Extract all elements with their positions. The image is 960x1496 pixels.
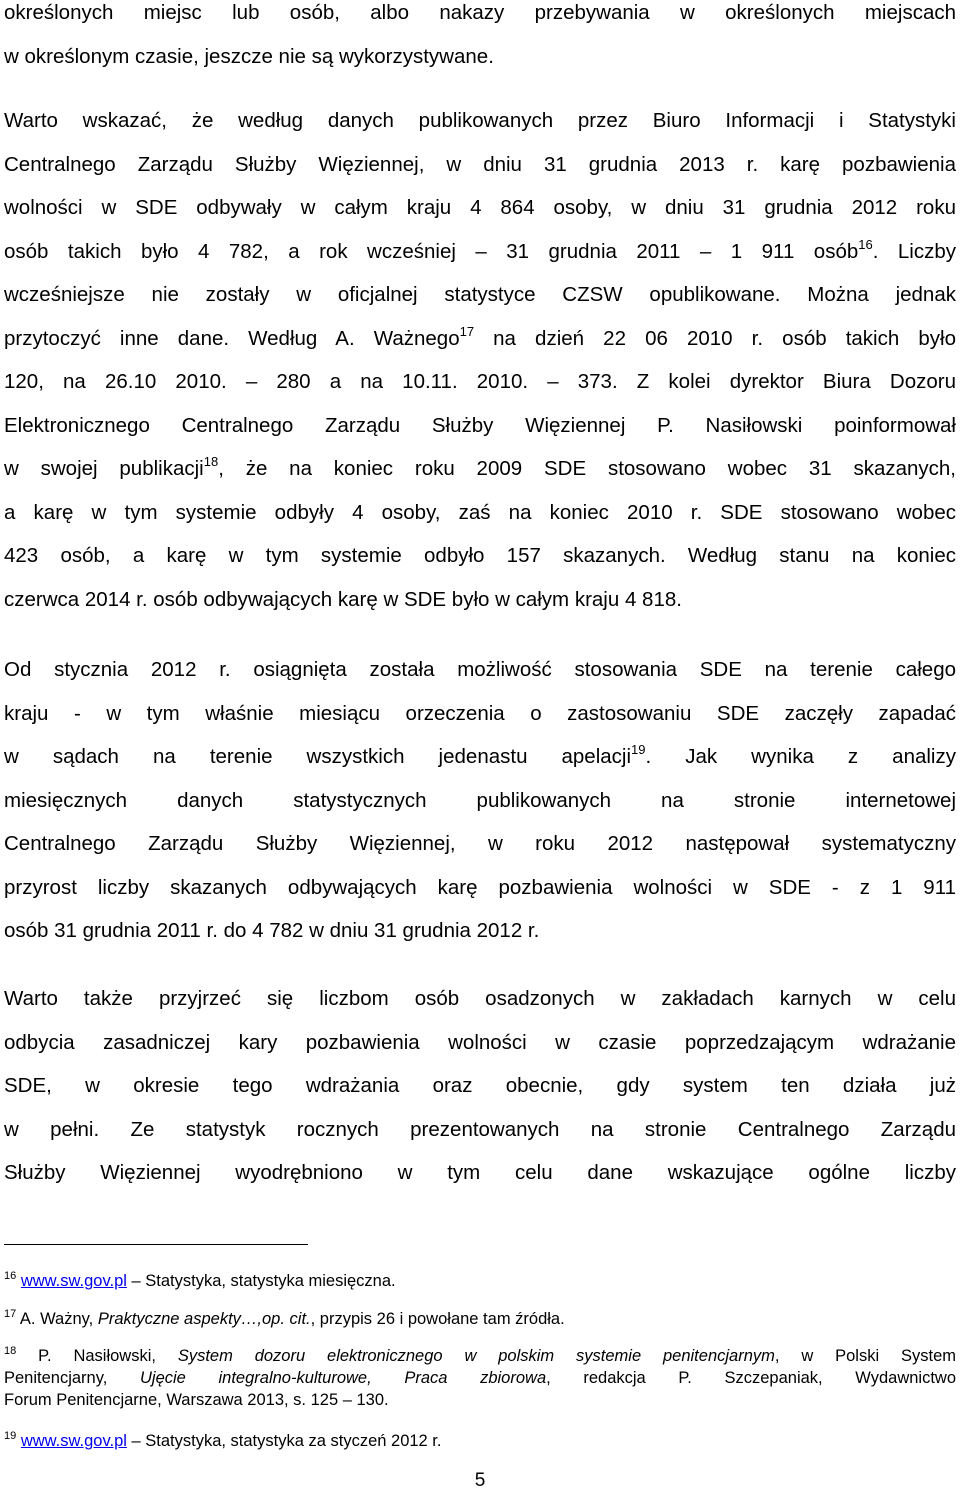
footnote-ref-17[interactable]: 17: [459, 323, 475, 339]
footnote-text: P. Nasiłowski,: [16, 1347, 178, 1365]
text-line: Warto także przyjrzeć się liczbom osób osadzonych w zakładach karnych w celu: [4, 987, 956, 1010]
footnote-19: [4, 1430, 956, 1452]
footnote-line: [4, 1345, 956, 1367]
text-line: [4, 447, 956, 491]
text-segment: w swojej publikacji: [4, 457, 204, 480]
text-segment: przytoczyć inne dane. Według A. Ważnego: [4, 326, 460, 350]
text-line: kraju - w tym właśnie miesiącu orzeczenia o zastosowaniu SDE zaczęły zapadać: [4, 701, 956, 725]
text-line: [4, 735, 956, 779]
footnote-text: – Statystyka, statystyka za styczeń 2012 r.: [126, 1432, 442, 1450]
text-line: [4, 317, 956, 361]
footnote-number: 19: [4, 1430, 17, 1442]
text-line: Warto wskazać, że według danych publikowanych przez Biuro Informacji i Statystyki: [4, 109, 956, 132]
footnote-italic: Praktyczne aspekty…,op. cit.: [97, 1310, 311, 1328]
footnote-16: [4, 1270, 956, 1292]
footnote-17: [4, 1308, 956, 1330]
footnote-line: [4, 1367, 956, 1389]
text-line: osób 31 grudnia 2011 r. do 4 782 w dniu 31 grudnia 2012 r.: [4, 919, 540, 942]
footnote-link[interactable]: www.sw.gov.pl: [20, 1272, 127, 1290]
text-segment: osób takich było 4 782, a rok wcześniej – 31 grudnia 2011 – 1 911 osób: [4, 239, 859, 263]
text-line: wcześniejsze nie zostały w oficjalnej statystyce CZSW opublikowane. Można jednak: [4, 283, 956, 306]
footnote-ref-16[interactable]: 16: [858, 236, 873, 252]
footnote-number: 16: [4, 1270, 17, 1282]
paragraph-2: [4, 99, 956, 621]
text-line: w pełni. Ze statystyk rocznych prezentowanych na stronie Centralnego Zarządu: [4, 1117, 956, 1141]
footnote-text: A. Ważny,: [16, 1310, 98, 1328]
text-line: odbycia zasadniczej kary pozbawienia wolności w czasie poprzedzającym wdrażanie: [4, 1030, 956, 1054]
footnote-text: – Statystyka, statystyka miesięczna.: [126, 1272, 396, 1290]
text-line: a karę w tym systemie odbyły 4 osoby, zaś na koniec 2010 r. SDE stosowano wobec: [4, 500, 956, 524]
footnote-link[interactable]: www.sw.gov.pl: [20, 1432, 127, 1450]
text-line: wolności w SDE odbywały w całym kraju 4 864 osoby, w dniu 31 grudnia 2012 roku: [4, 196, 956, 219]
footnote-line: [4, 1308, 956, 1330]
footnote-number: 17: [4, 1308, 17, 1320]
page-number: 5: [474, 1470, 486, 1491]
footnote-italic: Ujęcie integralno-kulturowe, Praca zbiorowa: [140, 1369, 547, 1387]
text-line: 423 osób, a karę w tym systemie odbyło 157 skazanych. Według stanu na koniec: [4, 544, 956, 567]
text-line: miesięcznych danych statystycznych publikowanych na stronie internetowej: [4, 788, 956, 812]
footnote-line: [4, 1270, 956, 1292]
footnote-ref-19[interactable]: 19: [631, 742, 646, 757]
text-segment: w sądach na terenie wszystkich jedenastu apelacji: [4, 745, 632, 768]
text-line: 120, na 26.10 2010. – 280 a na 10.11. 2010. – 373. Z kolei dyrektor Biura Dozoru: [4, 370, 956, 393]
text-line: określonych miejsc lub osób, albo nakazy przebywania w określonych miejscach: [4, 1, 956, 24]
text-segment: na dzień 22 06 2010 r. osób takich było: [474, 326, 956, 350]
text-line: przyrost liczby skazanych odbywających karę pozbawienia wolności w SDE - z 1 911: [4, 875, 956, 899]
footnote-ref-18[interactable]: 18: [203, 454, 219, 469]
footnote-separator: [4, 1244, 308, 1245]
text-line: czerwca 2014 r. osób odbywających karę w SDE było w całym kraju 4 818.: [4, 587, 682, 611]
paragraph-4: [4, 977, 956, 1195]
footnote-text: , przypis 26 i powołane tam źródła.: [310, 1310, 565, 1328]
text-line: Od stycznia 2012 r. osiągnięta została możliwość stosowania SDE na terenie całego: [4, 658, 956, 681]
footnote-italic: System dozoru elektronicznego w polskim systemie penitencjarnym: [177, 1347, 775, 1365]
text-line: SDE, w okresie tego wdrażania oraz obecnie, gdy system ten działa już: [4, 1074, 956, 1097]
footnote-18: [4, 1345, 956, 1411]
text-line: [4, 230, 956, 274]
text-line: w określonym czasie, jeszcze nie są wykorzystywane.: [4, 44, 494, 68]
footnote-text: , w Polski System: [774, 1347, 957, 1365]
footnote-text: , redakcja P. Szczepaniak, Wydawnictwo: [546, 1369, 957, 1387]
text-segment: . Liczby: [872, 239, 957, 263]
text-line: Centralnego Zarządu Służby Więziennej, w roku 2012 następował systematyczny: [4, 832, 956, 855]
text-segment: , że na koniec roku 2009 SDE stosowano wobec 31 skazanych,: [218, 457, 957, 480]
text-line: Centralnego Zarządu Służby Więziennej, w dniu 31 grudnia 2013 r. karę pozbawienia: [4, 152, 956, 176]
paragraph-1: [4, 0, 956, 78]
paragraph-3: [4, 648, 956, 953]
footnote-line: [4, 1430, 956, 1452]
text-line: Elektronicznego Centralnego Zarządu Służby Więziennej P. Nasiłowski poinformował: [4, 413, 956, 437]
footnote-number: 18: [4, 1345, 17, 1357]
text-line: Służby Więziennej wyodrębniono w tym celu dane wskazujące ogólne liczby: [4, 1161, 956, 1184]
footnote-text: Penitencjarny,: [4, 1369, 140, 1387]
footnote-line: Forum Penitencjarne, Warszawa 2013, s. 125 – 130.: [4, 1391, 389, 1409]
text-segment: . Jak wynika z analizy: [645, 745, 956, 768]
